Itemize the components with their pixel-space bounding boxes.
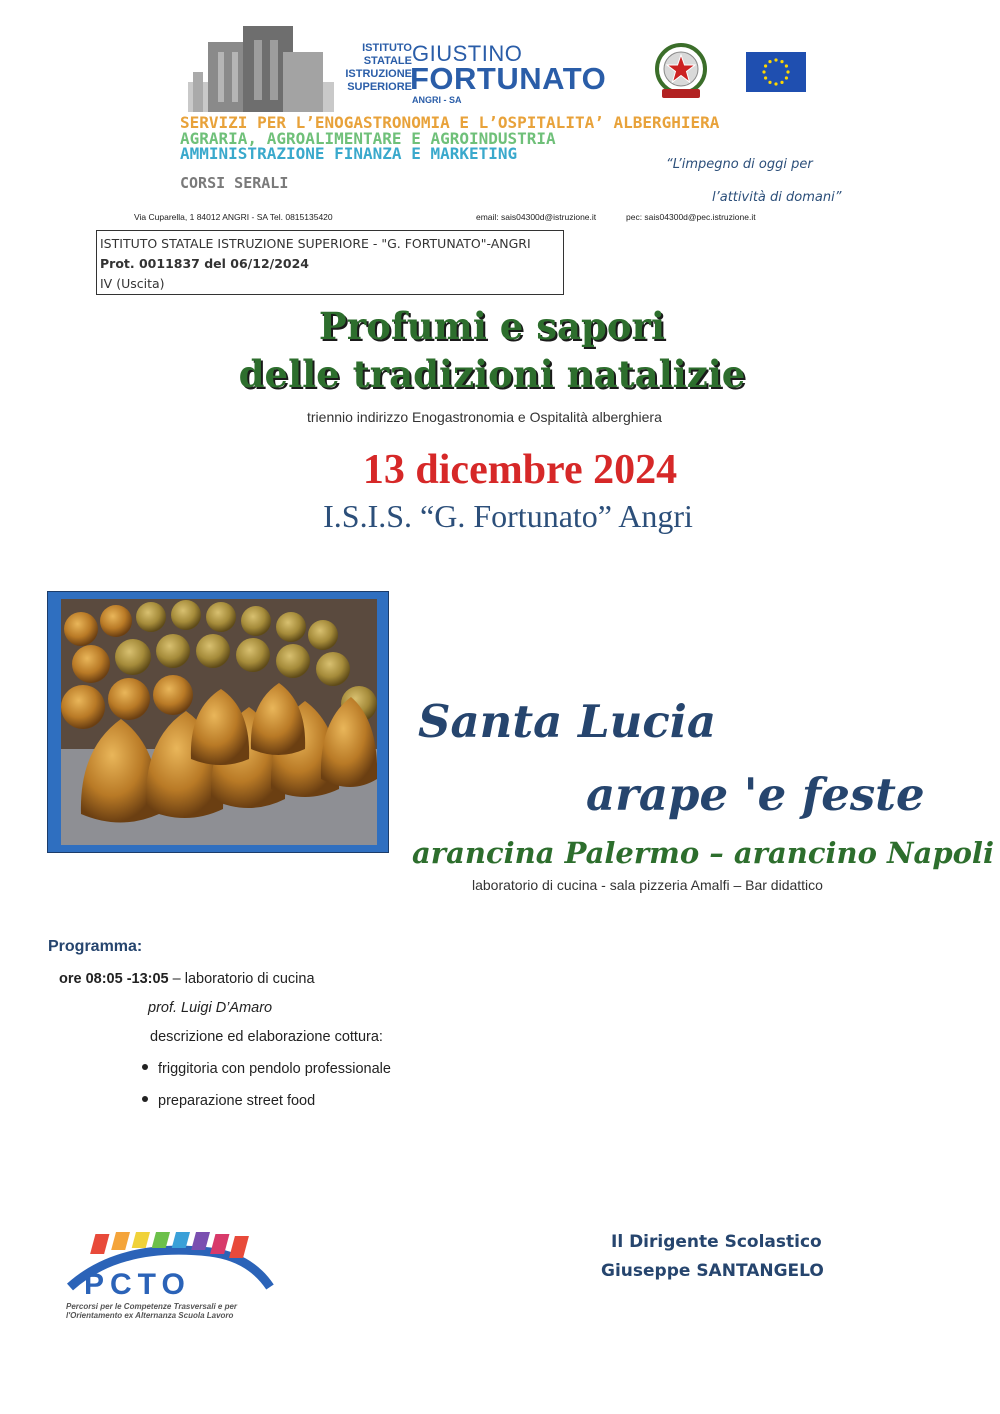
protocol-stamp xyxy=(96,230,564,295)
event-title-line-2: delle tradizioni natalizie xyxy=(238,352,746,396)
motto-line-2: l’attività di domani” xyxy=(712,190,842,205)
event-location: laboratorio di cucina - sala pizzeria Amalfi – Bar didattico xyxy=(472,877,823,893)
protocol-category: IV (Uscita) xyxy=(100,276,165,291)
signature-name: Giuseppe SANTANGELO xyxy=(601,1261,824,1281)
program-time: ore 08:05 -13:05 xyxy=(59,971,169,987)
event-venue: I.S.I.S. “G. Fortunato” Angri xyxy=(323,498,693,534)
institute-location: ANGRI - SA xyxy=(412,95,462,105)
program-title: Programma: xyxy=(48,938,143,955)
republic-emblem-icon xyxy=(654,42,708,100)
institute-name-last: FORTUNATO xyxy=(410,61,607,96)
course-line-hospitality: SERVIZI PER L’ENOGASTRONOMIA E L’OSPITALITA’ ALBERGHIERA xyxy=(180,113,720,132)
program-teacher: prof. Luigi D’Amaro xyxy=(148,1000,273,1016)
bullet-icon xyxy=(142,1064,148,1070)
institute-name-first: GIUSTINO xyxy=(412,41,523,66)
eu-flag-icon xyxy=(746,52,806,92)
arancini-photo xyxy=(47,591,389,853)
program-item: friggitoria con pendolo professionale xyxy=(142,1061,391,1077)
signature-role: Il Dirigente Scolastico xyxy=(611,1232,822,1252)
course-line-finance: AMMINISTRAZIONE FINANZA E MARKETING xyxy=(180,144,518,163)
protocol-number: Prot. 0011837 del 06/12/2024 xyxy=(100,256,309,271)
event-title-line-1: Profumi e sapori xyxy=(318,304,666,348)
program-time-row xyxy=(59,971,315,987)
evening-courses-label: CORSI SERALI xyxy=(180,174,289,192)
event-subtitle: triennio indirizzo Enogastronomia e Ospitalità alberghiera xyxy=(307,409,662,425)
school-building-logo xyxy=(188,22,334,112)
school-address: Via Cuparella, 1 84012 ANGRI - SA Tel. 0815135420 xyxy=(134,212,333,222)
program-time-description: – laboratorio di cucina xyxy=(168,971,315,987)
course-line-agriculture: AGRARIA, AGROALIMENTARE E AGROINDUSTRIA xyxy=(180,129,556,148)
protocol-institute: ISTITUTO STATALE ISTRUZIONE SUPERIORE - "G. FORTUNATO"-ANGRI xyxy=(100,236,531,251)
program-item: preparazione street food xyxy=(142,1093,315,1109)
institute-type-label: ISTITUTO STATALE ISTRUZIONE SUPERIORE xyxy=(345,42,412,93)
motto-line-1: “L’impegno di oggi per xyxy=(666,157,813,172)
bullet-icon xyxy=(142,1096,148,1102)
pcto-logo-text: PCTO xyxy=(84,1268,191,1301)
event-name-line-2: arape 'e feste xyxy=(586,768,925,821)
school-pec: pec: sais04300d@pec.istruzione.it xyxy=(626,212,756,222)
pcto-description: Percorsi per le Competenze Trasversali e per l'Orientamento ex Alternanza Scuola Lavoro xyxy=(66,1302,238,1320)
school-email: email: sais04300d@istruzione.it xyxy=(476,212,597,222)
event-date: 13 dicembre 2024 xyxy=(362,447,678,493)
program-description: descrizione ed elaborazione cottura: xyxy=(150,1029,383,1045)
event-dishes: arancina Palermo – arancino Napoli xyxy=(412,836,994,870)
event-name-line-1: Santa Lucia xyxy=(418,695,716,748)
